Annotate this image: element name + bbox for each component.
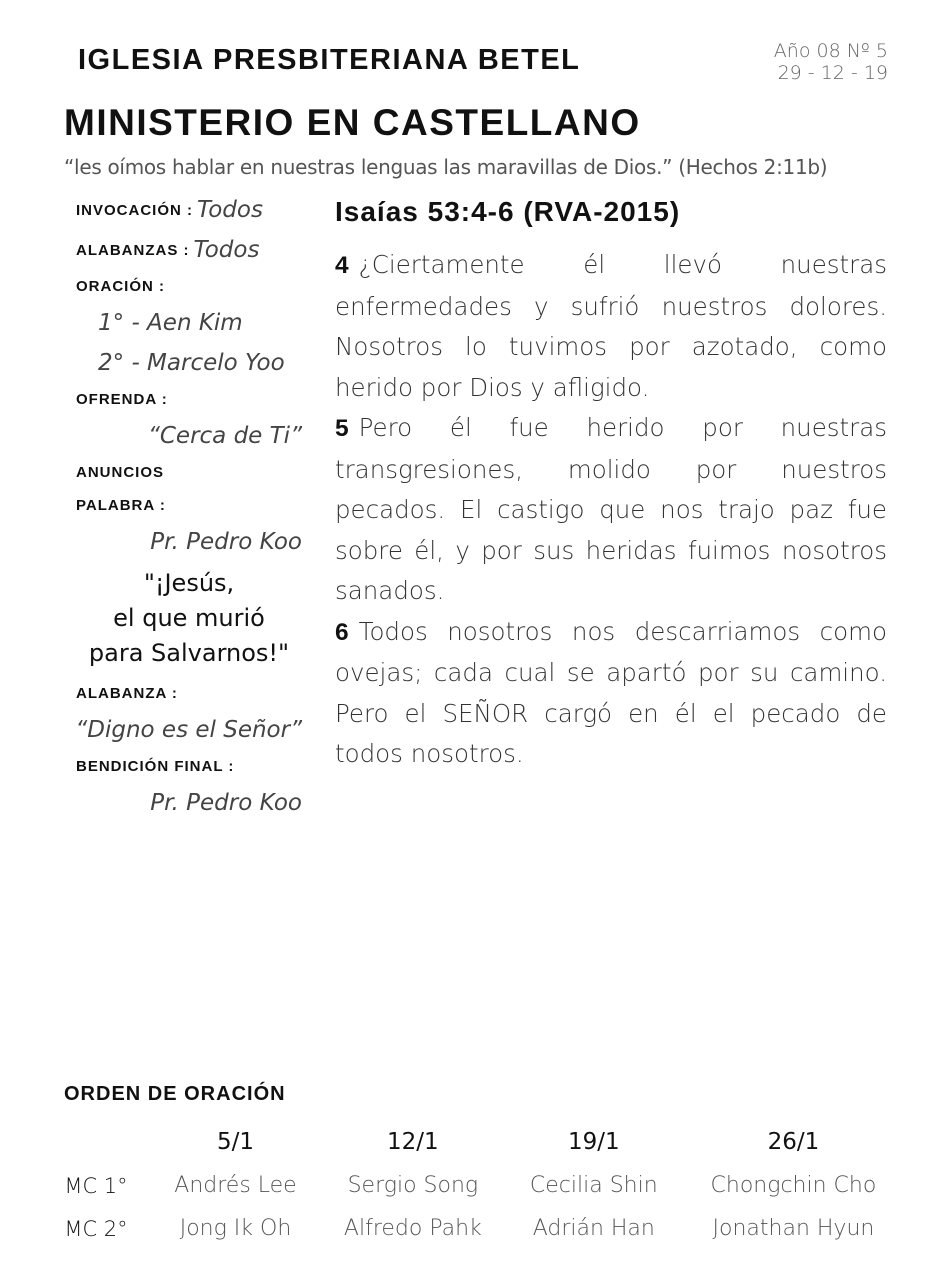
verse bbox=[335, 612, 887, 775]
theme-line-1: "¡Jesús, bbox=[143, 569, 235, 597]
bendicion-value: Pr. Pedro Koo bbox=[150, 790, 302, 816]
oracion-row bbox=[76, 270, 302, 303]
date-header: 12/1 bbox=[387, 1129, 439, 1155]
alabanzas-label: ALABANZAS : bbox=[76, 241, 190, 259]
anuncios-label: ANUNCIOS bbox=[76, 464, 165, 481]
prayer-name: Andrés Lee bbox=[174, 1173, 297, 1198]
prayer-name: Jong Ik Oh bbox=[179, 1216, 292, 1241]
date-header: 26/1 bbox=[767, 1129, 820, 1155]
bendicion-row bbox=[76, 750, 302, 783]
prayer-name: Adrián Han bbox=[532, 1216, 655, 1241]
row-label: MC 2° bbox=[64, 1216, 128, 1241]
palabra-row bbox=[76, 489, 302, 522]
theme-line-3: para Salvarnos!" bbox=[88, 639, 290, 667]
theme-line-2: el que murió bbox=[113, 604, 265, 632]
verse bbox=[335, 245, 887, 408]
issue-info bbox=[774, 40, 888, 84]
sermon-theme bbox=[76, 566, 302, 671]
scripture-passage bbox=[335, 245, 887, 775]
verse-number: 6 bbox=[335, 618, 349, 646]
table-row bbox=[40, 1207, 906, 1250]
prayer-name: Alfredo Pahk bbox=[343, 1216, 482, 1241]
ofrenda-value-row bbox=[76, 416, 302, 456]
motto-quote: “les oímos hablar en nuestras lenguas las maravillas de Dios.” (Hechos 2:11b) bbox=[64, 155, 828, 179]
ofrenda-row bbox=[76, 383, 302, 416]
palabra-value: Pr. Pedro Koo bbox=[150, 529, 302, 555]
empty-header-cell bbox=[40, 1120, 152, 1164]
issue-number: Año 08 Nº 5 bbox=[773, 40, 888, 62]
date-header: 5/1 bbox=[216, 1129, 254, 1155]
invocacion-value: Todos bbox=[197, 197, 263, 223]
alabanza-value-row bbox=[76, 710, 302, 750]
invocacion-label: INVOCACIÓN : bbox=[76, 201, 193, 219]
row-label: MC 1° bbox=[64, 1173, 128, 1198]
oracion-second bbox=[76, 343, 302, 383]
table-row bbox=[40, 1164, 906, 1207]
palabra-label: PALABRA : bbox=[76, 497, 166, 514]
oracion-first-text: 1° - Aen Kim bbox=[98, 310, 243, 336]
verse-number: 5 bbox=[335, 415, 349, 442]
bendicion-label: BENDICIÓN FINAL : bbox=[76, 758, 235, 775]
prayer-name: Sergio Song bbox=[347, 1173, 479, 1198]
verse-text: Todos nosotros nos descarriamos como ovejas; cada cual se apartó por su camino. Pero el SEÑOR cargó en él el pecado de todos nosotros. bbox=[335, 616, 887, 768]
ofrenda-value: “Cerca de Ti” bbox=[147, 423, 302, 449]
issue-date: 29 - 12 - 19 bbox=[777, 62, 888, 84]
oracion-second-text: 2° - Marcelo Yoo bbox=[98, 350, 285, 376]
order-of-service bbox=[76, 190, 302, 823]
ministry-title: MINISTERIO EN CASTELLANO bbox=[64, 102, 641, 143]
oracion-label: ORACIÓN : bbox=[76, 278, 165, 295]
bendicion-value-row bbox=[76, 783, 302, 823]
verse bbox=[335, 408, 887, 612]
alabanzas-row bbox=[76, 230, 302, 270]
oracion-first bbox=[76, 303, 302, 343]
date-header-row bbox=[40, 1120, 906, 1164]
verse-number: 4 bbox=[335, 252, 349, 279]
prayer-name: Jonathan Hyun bbox=[712, 1216, 875, 1241]
alabanza-row bbox=[76, 677, 302, 710]
alabanzas-value: Todos bbox=[193, 237, 260, 263]
prayer-order-title: ORDEN DE ORACIÓN bbox=[64, 1083, 286, 1105]
church-name: IGLESIA PRESBITERIANA BETEL bbox=[78, 44, 581, 76]
prayer-name: Cecilia Shin bbox=[529, 1173, 658, 1198]
anuncios-row bbox=[76, 456, 302, 489]
verse-text: Pero él fue herido por nuestras transgresiones, molido por nuestros pecados. El castigo que nos trajo paz fue sobre él, y por sus heridas fuimos nosotros sanados. bbox=[335, 413, 887, 605]
date-header: 19/1 bbox=[567, 1129, 620, 1155]
ofrenda-label: OFRENDA : bbox=[76, 391, 168, 408]
alabanza-value: “Digno es el Señor” bbox=[75, 717, 302, 743]
prayer-name: Chongchin Cho bbox=[710, 1173, 877, 1198]
palabra-value-row bbox=[76, 522, 302, 562]
alabanza-label: ALABANZA : bbox=[76, 685, 178, 702]
verse-text: ¿Ciertamente él llevó nuestras enfermedades y sufrió nuestros dolores. Nosotros lo tuvimos por azotado, como herido por Dios y afligido. bbox=[335, 250, 887, 402]
passage-title: Isaías 53:4-6 (RVA-2015) bbox=[335, 196, 681, 227]
invocacion-row bbox=[76, 190, 302, 230]
prayer-order-table bbox=[40, 1120, 906, 1250]
